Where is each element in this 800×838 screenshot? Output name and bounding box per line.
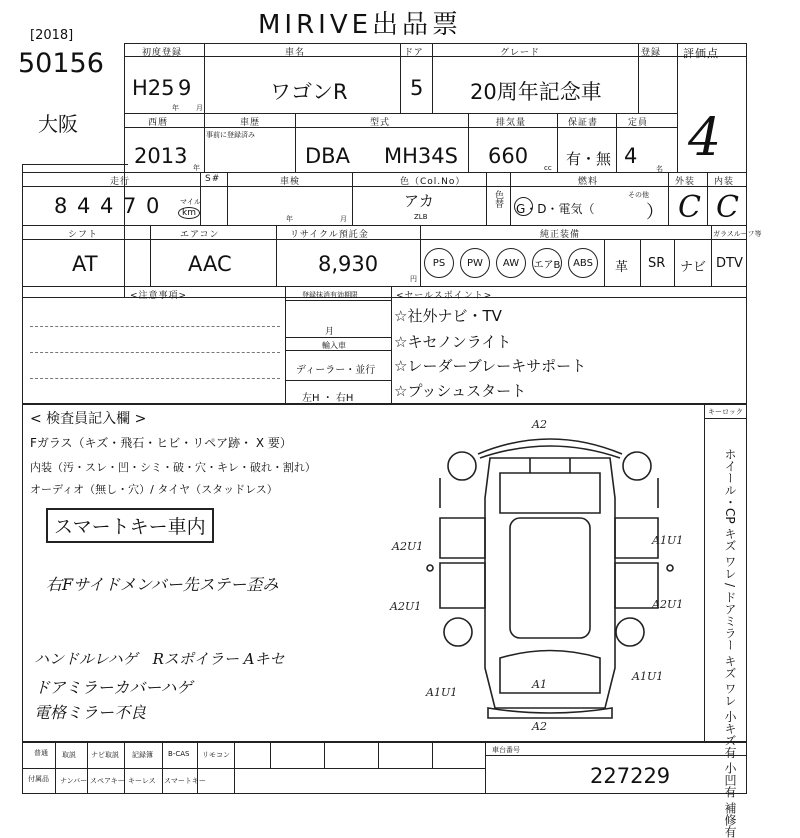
sales-point-2: ☆キセノンライト (394, 333, 512, 351)
label-import: 輸入車 (322, 341, 346, 350)
mark-a2-top: A2 (532, 418, 547, 431)
handwritten-1: 右Fサイドメンバー先ステー歪み (46, 575, 279, 594)
label-shift-no: S# (205, 174, 221, 184)
mark-a2u1-right: A2U1 (652, 598, 684, 611)
seats-value: 4 (624, 144, 638, 168)
label-sales-points: <セールスポイント> (396, 291, 493, 301)
label-grade: グレード (500, 48, 541, 58)
mileage-unit-top: マイル (180, 198, 201, 206)
footer-keyless: キーレス (128, 777, 156, 785)
km-unit: km (178, 207, 200, 219)
label-key-lock: キーロック (708, 408, 743, 416)
insp-year: 年 (286, 215, 293, 223)
venue: 大阪 (38, 112, 78, 136)
color-value: アカ (404, 192, 434, 210)
label-interior: 内装 (714, 177, 735, 187)
reg-era: H25 (132, 76, 175, 100)
aircon-value: AAC (188, 252, 232, 276)
handwritten-3: ドアミラーカバーハゲ (34, 678, 193, 697)
dealer-option: ディーラー・並行 (296, 365, 376, 376)
type-prefix: DBA (305, 144, 350, 168)
mileage-digit: 4 (100, 194, 114, 218)
equip-airbag: エアB (532, 248, 562, 278)
sidebar-vertical: ホイール・CP キズ ワレ / ドアミラー キズ ワレ 小キズ有 小凹有 補修有 (723, 448, 737, 838)
label-car-name: 車名 (285, 48, 306, 58)
equip-aw: AW (496, 248, 526, 278)
rear-glass (500, 473, 600, 513)
handwritten-2: ハンドルレハゲ Rスポイラー Aキセ (34, 650, 285, 668)
reg-month-label: 月 (325, 327, 335, 337)
label-chassis-no: 車台番号 (492, 746, 520, 754)
label-recycle: リサイクル預託金 (290, 230, 369, 240)
smart-key-box: スマートキー車内 (46, 508, 214, 543)
cc-unit: cc (544, 164, 552, 172)
color-no: ZLB (414, 213, 428, 221)
mileage-digits (54, 194, 169, 218)
warranty-value: 有・無 (566, 150, 612, 168)
label-glass-roof: ガラスルーフ等 (713, 230, 762, 238)
mark-a1u1-left3: A1U1 (426, 686, 458, 699)
equip-sr: SR (648, 256, 666, 271)
front-bumper (488, 708, 612, 718)
recycle-value: 8,930 (318, 252, 379, 276)
equip-leather: 革 (615, 260, 629, 275)
tire-rl (448, 452, 476, 480)
tire-fr (616, 618, 644, 646)
inspector-line-3: オーディオ（無し・穴）/ タイヤ（スタッドレス） (30, 483, 278, 496)
mark-a1u1-right: A1U1 (652, 534, 684, 547)
model-year: 2013 (134, 144, 188, 168)
label-mileage: 走行 (110, 177, 131, 187)
sales-point-4: ☆プッシュスタート (394, 382, 527, 400)
mileage-digit: 4 (77, 194, 91, 218)
label-reg-expiry: 登録抹消有効期限 (302, 291, 358, 299)
footer-bcas: B-CAS (168, 750, 190, 758)
inspector-title: < 検査員記入欄 > (30, 411, 147, 427)
car-name: ワゴンR (270, 80, 348, 104)
footer-normal: 普通 (34, 749, 48, 757)
mileage-digit: 8 (54, 194, 68, 218)
label-notes: <注意事項> (130, 291, 188, 301)
score-value: 4 (688, 108, 722, 168)
label-inspection: 車検 (280, 177, 301, 187)
displacement-value: 660 (488, 144, 529, 168)
inspector-line-2: 内装（汚・スレ・凹・シミ・破・穴・キレ・破れ・割れ） (30, 461, 316, 474)
label-vehicle-history: 車歴 (240, 118, 261, 128)
equip-pw: PW (460, 248, 490, 278)
month-unit: 月 (196, 104, 203, 112)
car-damage-diagram (390, 418, 700, 740)
mark-a2u1-left2: A2U1 (390, 600, 422, 613)
grade-value: 20周年記念車 (470, 80, 602, 104)
equip-navi: ナビ (680, 260, 707, 275)
year-tag: [2018] (30, 28, 74, 43)
footer-spare-key: スペアキー (90, 777, 125, 785)
color-change: 色替 (493, 190, 503, 208)
mark-a2-bottom: A2 (532, 720, 547, 733)
label-fuel: 燃料 (578, 177, 599, 187)
label-color: 色（Col.No） (400, 177, 466, 187)
yen-unit: 円 (410, 275, 417, 283)
handwritten-4: 電格ミラー不良 (34, 703, 147, 722)
label-capacity: 定員 (628, 118, 649, 128)
footer-record: 記録簿 (132, 751, 153, 759)
body-outline (485, 458, 615, 708)
tire-fl (444, 618, 472, 646)
footer-remote: リモコン (202, 751, 230, 759)
chassis-number: 227229 (590, 764, 671, 788)
import-lr: 左H ・ 右H (302, 393, 354, 404)
label-regist: 登録 (641, 48, 662, 58)
mark-a1-mid: A1 (532, 678, 547, 691)
footer-manual: 取説 (62, 751, 76, 759)
label-door: ドア (404, 48, 424, 58)
fuel-options: G・D・電気（ (516, 202, 595, 216)
label-equipment: 純正装備 (540, 230, 581, 240)
mark-a1u1-right3: A1U1 (632, 670, 664, 683)
shift-value: AT (72, 252, 98, 276)
label-aircon: エアコン (180, 230, 220, 240)
mark-a2u1-left: A2U1 (392, 540, 424, 553)
footer-accessories: 付属品 (28, 775, 49, 783)
inspector-line-1: Fガラス（キズ・飛石・ヒビ・リペア跡・ X 要） (30, 436, 292, 450)
equip-abs: ABS (568, 248, 598, 278)
tire-rr (623, 452, 651, 480)
gasoline-circle (514, 197, 533, 216)
sales-point-3: ☆レーダーブレーキサポート (394, 357, 587, 375)
type-code: MH34S (384, 144, 458, 168)
year-suffix: 年 (193, 164, 200, 172)
mileage-digit: 0 (146, 194, 160, 218)
insp-month: 月 (340, 215, 347, 223)
label-score: 評価点 (683, 47, 719, 60)
left-side (440, 518, 485, 558)
lot-number: 50156 (18, 48, 104, 79)
hood (500, 651, 600, 694)
label-model-type: 型式 (370, 118, 391, 128)
roof (510, 518, 590, 638)
interior-grade: C (716, 190, 739, 225)
label-warranty: 保証書 (568, 118, 599, 128)
small-pref: 事前に登録済み (206, 131, 255, 139)
mileage-digit: 7 (123, 194, 137, 218)
sales-point-1: ☆社外ナビ・TV (394, 307, 502, 325)
fuel-other: その他 (628, 191, 649, 199)
equip-ps: PS (424, 248, 454, 278)
label-first-reg: 初度登録 (142, 48, 183, 58)
label-shift: シフト (68, 230, 99, 240)
notes-frame (22, 286, 747, 404)
footer-smart-key: スマートキー (164, 777, 206, 785)
equip-dtv: DTV (716, 256, 743, 271)
fuel-close: ） (646, 202, 664, 223)
label-model-year: 西暦 (148, 118, 169, 128)
label-displacement: 排気量 (496, 118, 527, 128)
footer-number: ナンバー (60, 777, 88, 785)
label-exterior: 外装 (675, 177, 696, 187)
footer-navi-manual: ナビ取説 (91, 751, 119, 759)
year-unit: 年 (172, 104, 179, 112)
seats-unit: 名 (656, 165, 663, 173)
exterior-grade: C (678, 190, 701, 225)
door-count: 5 (410, 76, 424, 100)
doc-title: MIRIVE出品票 (258, 10, 463, 40)
reg-month: 9 (178, 76, 192, 100)
